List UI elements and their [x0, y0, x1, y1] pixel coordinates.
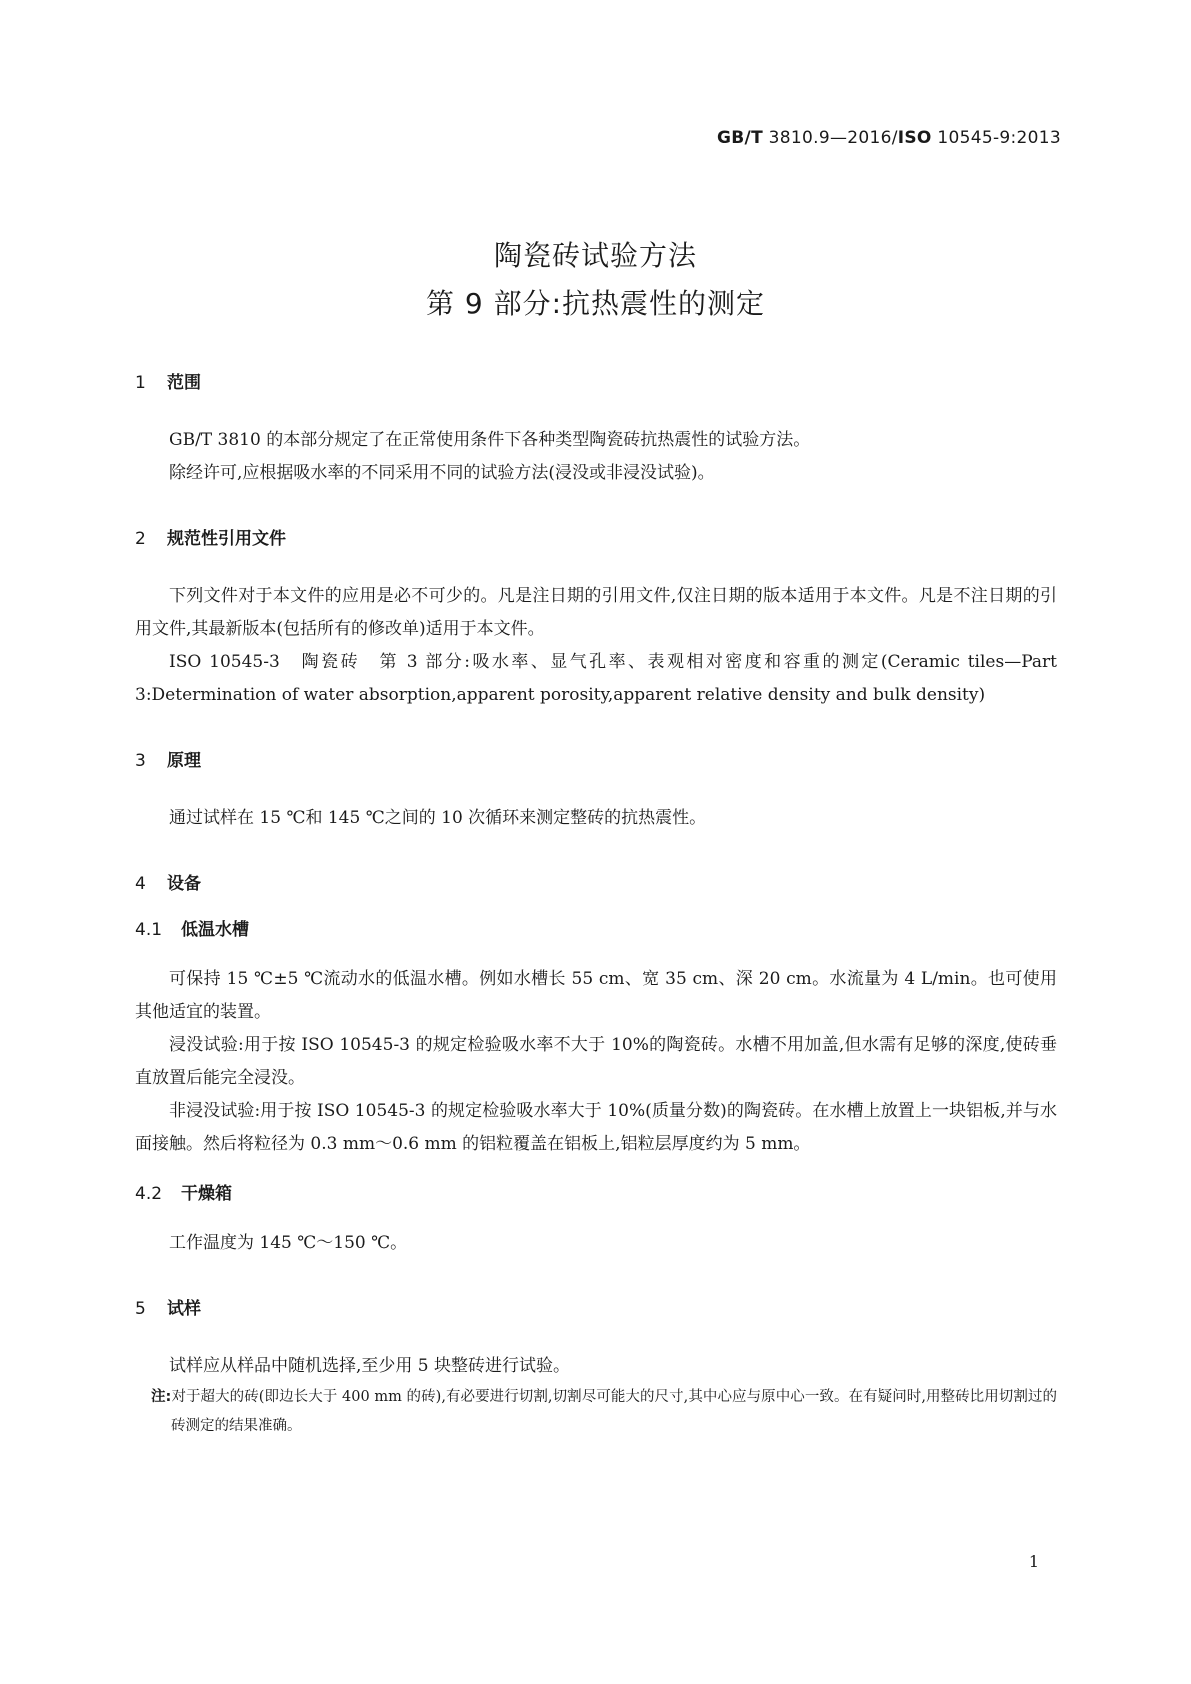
- section-number: 4: [135, 874, 146, 894]
- note: [135, 1383, 1057, 1441]
- paragraph-normative-reference: ISO 10545-3 陶瓷砖 第 3 部分:吸水率、显气孔率、表观相对密度和容重的测定(Ceramic tiles—Part 3:Determination of water absorption,apparent porosity,apparent relative density and bulk density): [135, 652, 1057, 705]
- section-title: 试样: [167, 1299, 201, 1319]
- paragraph: 工作温度为 145 ℃～150 ℃。: [169, 1233, 408, 1253]
- page-number: 1: [1028, 1552, 1039, 1571]
- section-2-heading: [135, 526, 1057, 552]
- title-line-1: 陶瓷砖试验方法: [493, 239, 697, 272]
- section-number: 5: [135, 1299, 146, 1319]
- section-title: 原理: [167, 751, 201, 771]
- section-title: 低温水槽: [181, 920, 249, 940]
- paragraph: 试样应从样品中随机选择,至少用 5 块整砖进行试验。: [169, 1356, 571, 1376]
- standard-number-prefix: GB/T: [717, 128, 763, 148]
- section-5-heading: [135, 1296, 1057, 1322]
- section-number: 3: [135, 751, 146, 771]
- section-title: 规范性引用文件: [167, 529, 286, 549]
- section-number: 2: [135, 529, 146, 549]
- section-title: 设备: [167, 874, 201, 894]
- standard-number-iso-code: 10545-9:2013: [931, 128, 1061, 148]
- paragraph: 下列文件对于本文件的应用是必不可少的。凡是注日期的引用文件,仅注日期的版本适用于本文件。凡是不注日期的引用文件,其最新版本(包括所有的修改单)适用于本文件。: [135, 586, 1057, 639]
- section-4-1-heading: [135, 917, 1057, 943]
- title-line-2: 第 9 部分:抗热震性的测定: [425, 287, 766, 320]
- paragraph: 除经许可,应根据吸水率的不同采用不同的试验方法(浸没或非浸没试验)。: [169, 463, 715, 483]
- paragraph: 浸没试验:用于按 ISO 10545-3 的规定检验吸水率不大于 10%的陶瓷砖。水槽不用加盖,但水需有足够的深度,使砖垂直放置后能完全浸没。: [135, 1035, 1057, 1088]
- paragraph: 可保持 15 ℃±5 ℃流动水的低温水槽。例如水槽长 55 cm、宽 35 cm、深 20 cm。水流量为 4 L/min。也可使用其他适宜的装置。: [135, 969, 1057, 1022]
- section-number: 1: [135, 373, 146, 393]
- paragraph: 非浸没试验:用于按 ISO 10545-3 的规定检验吸水率大于 10%(质量分数)的陶瓷砖。在水槽上放置上一块铝板,并与水面接触。然后将粒径为 0.3 mm～0.6 mm 的铝粒覆盖在铝板上,铝粒层厚度约为 5 mm。: [135, 1101, 1057, 1154]
- section-4-heading: [135, 871, 1057, 897]
- document-body: [135, 370, 1057, 1441]
- note-label: 注:: [151, 1389, 172, 1405]
- section-title: 范围: [167, 373, 201, 393]
- section-number: 4.2: [135, 1184, 163, 1204]
- section-1-heading: [135, 370, 1057, 396]
- section-number: 4.1: [135, 920, 163, 940]
- document-title: [0, 232, 1191, 328]
- standard-number-code: 3810.9—2016/: [762, 128, 898, 148]
- section-title: 干燥箱: [181, 1184, 232, 1204]
- standard-number: [717, 128, 1061, 148]
- note-text: 对于超大的砖(即边长大于 400 mm 的砖),有必要进行切割,切割尽可能大的尺寸,其中心应与原中心一致。在有疑问时,用整砖比用切割过的砖测定的结果准确。: [171, 1389, 1057, 1434]
- standard-number-iso: ISO: [897, 128, 932, 148]
- paragraph: 通过试样在 15 ℃和 145 ℃之间的 10 次循环来测定整砖的抗热震性。: [169, 808, 707, 828]
- section-3-heading: [135, 748, 1057, 774]
- section-4-2-heading: [135, 1181, 1057, 1207]
- paragraph: GB/T 3810 的本部分规定了在正常使用条件下各种类型陶瓷砖抗热震性的试验方法。: [169, 430, 811, 450]
